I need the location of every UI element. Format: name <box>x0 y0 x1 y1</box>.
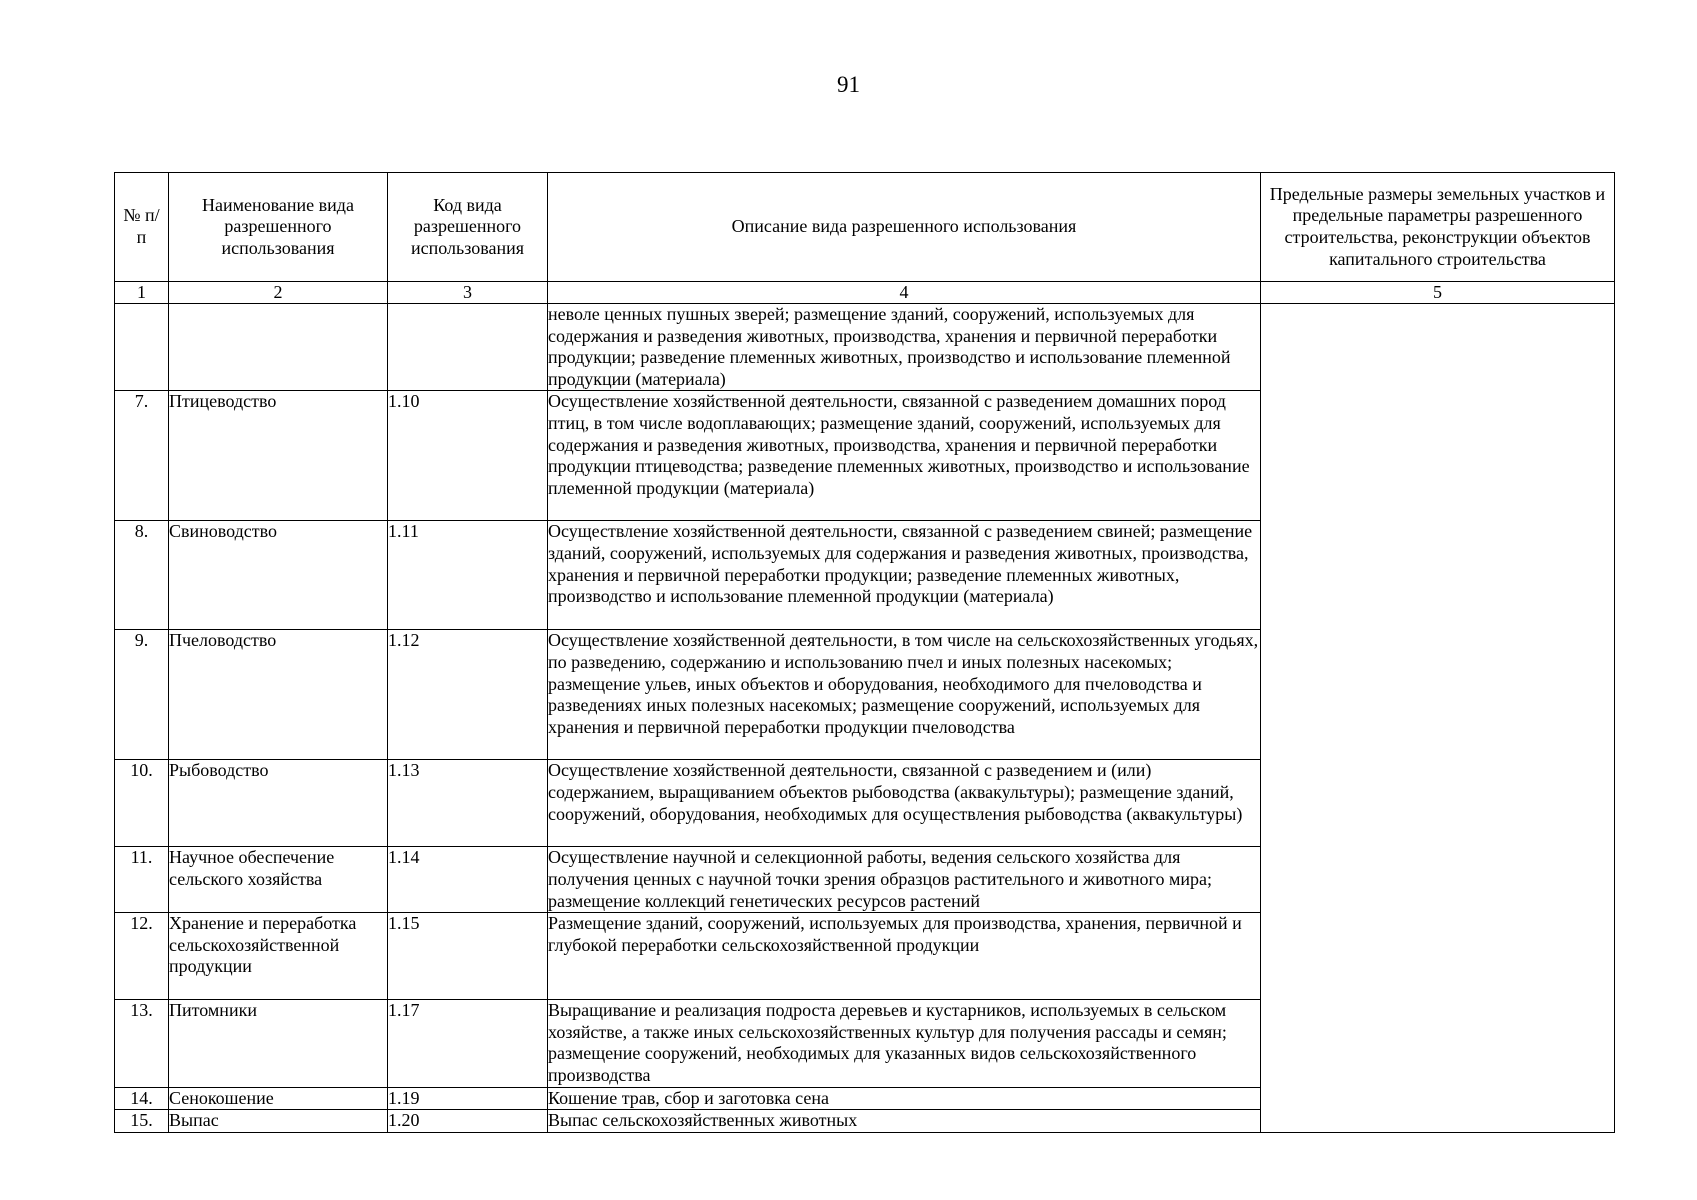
row-description: Выращивание и реализация подроста деревьев и кустарников, используемых в сельском хозяйстве, а также иных сельскохозяйственных культур для получения рассады и семян; размещение сооружений, необходимых для указанных видов сельскохозяйственного производства <box>548 1000 1261 1087</box>
row-description: Размещение зданий, сооружений, используемых для производства, хранения, первичной и глубокой переработки сельскохозяйственной продукции <box>548 913 1261 1000</box>
row-code: 1.10 <box>388 391 548 521</box>
column-number: 2 <box>169 282 388 304</box>
row-number-cell <box>115 304 169 391</box>
row-number: 9. <box>115 630 169 760</box>
row-description: Кошение трав, сбор и заготовка сена <box>548 1087 1261 1110</box>
header-name: Наименование вида разрешенного использования <box>169 173 388 282</box>
limits-cell <box>1261 304 1615 1133</box>
row-number: 15. <box>115 1110 169 1133</box>
column-number: 4 <box>548 282 1261 304</box>
row-name: Свиноводство <box>169 521 388 630</box>
column-number: 5 <box>1261 282 1615 304</box>
row-description: Осуществление хозяйственной деятельности, в том числе на сельскохозяйственных угодьях, по разведению, содержанию и использованию пчел и иных полезных насекомых; размещение ульев, иных объектов и оборудования, необходимого для пчеловодства и разведениях иных полезных насекомых; размещение сооружений, используемых для хранения и первичной переработки продукции пчеловодства <box>548 630 1261 760</box>
row-number: 11. <box>115 847 169 913</box>
continuation-description: неволе ценных пушных зверей; размещение зданий, сооружений, используемых для содержания и разведения животных, производства, хранения и первичной переработки продукции; разведение племенных животных, производство и использование племенной продукции (материала) <box>548 304 1261 391</box>
row-description: Осуществление хозяйственной деятельности, связанной с разведением домашних пород птиц, в том числе водоплавающих; размещение зданий, сооружений, используемых для содержания и разведения животных, производства, хранения и первичной переработки продукции птицеводства; разведение племенных животных, производство и использование племенной продукции (материала) <box>548 391 1261 521</box>
row-code: 1.12 <box>388 630 548 760</box>
row-description: Осуществление хозяйственной деятельности, связанной с разведением свиней; размещение зданий, сооружений, используемых для содержания и разведения животных, производства, хранения и первичной переработки продукции; разведение племенных животных, производство и использование племенной продукции (материала) <box>548 521 1261 630</box>
row-number: 12. <box>115 913 169 1000</box>
row-name: Пчеловодство <box>169 630 388 760</box>
row-name: Птицеводство <box>169 391 388 521</box>
row-name: Хранение и переработка сельскохозяйственной продукции <box>169 913 388 1000</box>
column-numbers-row <box>115 282 1615 304</box>
row-code: 1.11 <box>388 521 548 630</box>
row-name: Питомники <box>169 1000 388 1087</box>
row-code: 1.19 <box>388 1087 548 1110</box>
row-name: Сенокошение <box>169 1087 388 1110</box>
header-description: Описание вида разрешенного использования <box>548 173 1261 282</box>
row-name-cell <box>169 304 388 391</box>
row-number: 13. <box>115 1000 169 1087</box>
row-code-cell <box>388 304 548 391</box>
row-number: 14. <box>115 1087 169 1110</box>
table-row <box>115 304 1615 391</box>
row-code: 1.20 <box>388 1110 548 1133</box>
column-number: 3 <box>388 282 548 304</box>
row-description: Осуществление научной и селекционной работы, ведения сельского хозяйства для получения ценных с научной точки зрения образцов растительного и животного мира; размещение коллекций генетических ресурсов растений <box>548 847 1261 913</box>
row-name: Рыбоводство <box>169 760 388 847</box>
row-name: Выпас <box>169 1110 388 1133</box>
header-limits: Предельные размеры земельных участков и предельные параметры разрешенного строительства, реконструкции объектов капитального строительства <box>1261 173 1615 282</box>
row-number: 10. <box>115 760 169 847</box>
row-description: Выпас сельскохозяйственных животных <box>548 1110 1261 1133</box>
land-use-table <box>114 172 1615 1133</box>
row-code: 1.13 <box>388 760 548 847</box>
row-number: 8. <box>115 521 169 630</box>
row-code: 1.15 <box>388 913 548 1000</box>
table-header-row <box>115 173 1615 282</box>
header-code: Код вида разрешенного использования <box>388 173 548 282</box>
column-number: 1 <box>115 282 169 304</box>
header-number: № п/п <box>115 173 169 282</box>
row-name: Научное обеспечение сельского хозяйства <box>169 847 388 913</box>
row-description: Осуществление хозяйственной деятельности, связанной с разведением и (или) содержанием, выращиванием объектов рыбоводства (аквакультуры); размещение зданий, сооружений, оборудования, необходимых для осуществления рыбоводства (аквакультуры) <box>548 760 1261 847</box>
page-number: 91 <box>837 72 860 97</box>
row-number: 7. <box>115 391 169 521</box>
row-code: 1.17 <box>388 1000 548 1087</box>
row-code: 1.14 <box>388 847 548 913</box>
